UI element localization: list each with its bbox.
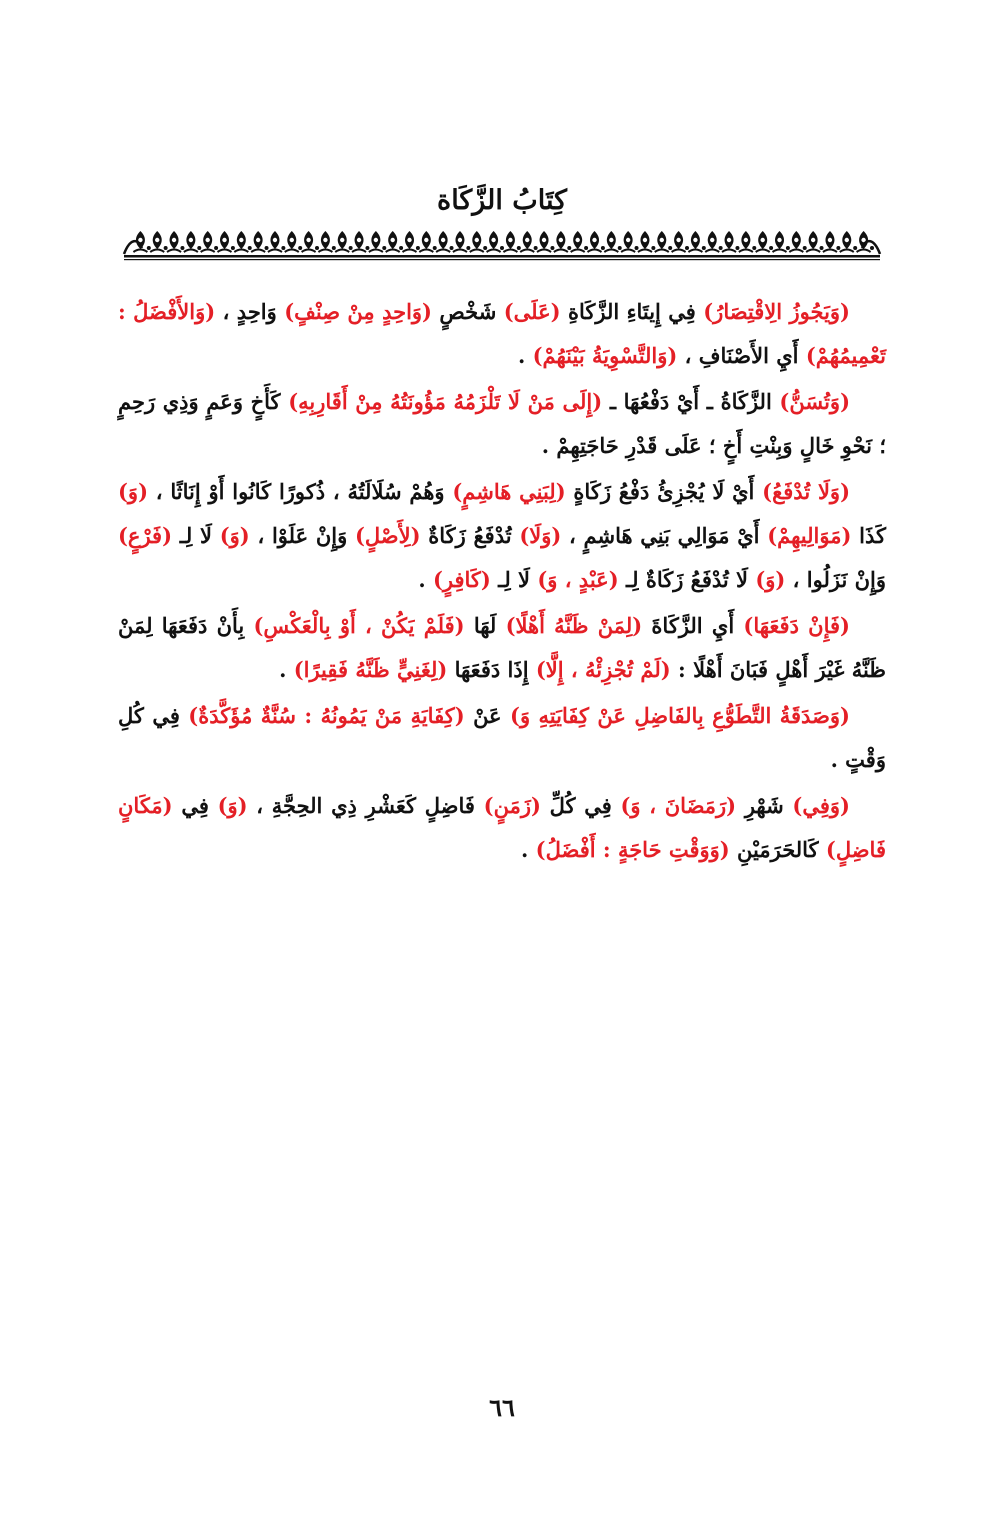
ornament-motif [234,231,251,252]
matn-text: (فَلَمْ يَكُنْ ، أَوْ بِالْعَكْسِ) [253,613,465,638]
ornament-motif [453,231,470,252]
ornament-motif [756,231,773,252]
sharh-text: لَا لِـ [172,523,220,548]
matn-text: (لِبَنِي هَاشِمٍ) [452,479,566,504]
ornament-motif [571,231,588,252]
matn-text: (كِفَايَةِ مَنْ يَمُونُهُ : سُنَّةٌ مُؤَكَّدَةٌ) [188,703,465,728]
matn-text: (لِأَصْلٍ) [354,523,421,548]
paragraph [118,380,886,468]
ornament-motif [688,231,705,252]
ornament-motif [201,231,218,252]
sharh-text: لَا لِـ [490,567,538,592]
ornament-motif [520,231,537,252]
matn-text: (لِغَنِيٍّ ظَنَّهُ فَقِيرًا) [293,657,448,682]
ornament-motif [386,231,403,252]
ornament-motif [218,231,235,252]
ornament-rule [124,259,880,260]
ornament-motif [318,231,335,252]
matn-text: (وَفِي) [792,793,850,818]
matn-text: (وَالأَفْضَلُ : تَعْمِيمُهُمْ) [118,299,886,368]
ornament-motif [403,231,420,252]
matn-text: (وَ) [118,479,149,504]
ornament-svg [120,228,884,262]
sharh-text: تُدْفَعُ زَكَاةٌ [420,523,520,548]
sharh-text: . [279,657,294,682]
sharh-text: . [418,567,433,592]
ornament-motif [722,231,739,252]
ornament-motif [554,231,571,252]
matn-text: (وَالتَّسْوِيَةُ بَيْنَهُمْ) [532,343,678,368]
matn-text: (فَرْعٍ) [118,523,173,548]
ornament-motif [419,231,436,252]
paragraph [118,470,886,602]
page-number: ٦٦ [489,1393,515,1422]
matn-text: (وَ) [217,793,248,818]
matn-text: (وَوَقْتِ حَاجَةٍ : أَفْضَلُ) [535,837,730,862]
sharh-text: فِي إِيتَاءِ الزَّكَاةِ [560,299,704,324]
sharh-text: بِأَنْ دَفَعَهَا لِمَنْ ظَنَّهُ غَيْرَ أَهْلٍ فَبَانَ أَهْلًا : [118,613,886,682]
sharh-text: . [517,343,533,368]
sharh-text: وَاحِدٍ ، [215,299,285,324]
chapter-title: كِتَابُ الزَّكَاة [437,185,567,216]
matn-text: (عَلَى) [503,299,561,324]
ornament-motif [470,231,487,252]
sharh-text: لَهَا [464,613,506,638]
sharh-text: وَإِنْ عَلَوْا ، [249,523,355,548]
matn-text: (إِلَى مَنْ لَا تَلْزَمُهُ مَؤُونَتُهُ مِنْ أَقَارِبِهِ) [288,389,603,414]
matn-text: (وَصَدَقَةُ التَّطَوُّعِ بِالفَاضِلِ عَنْ كِفَايَتِهِ وَ) [510,703,850,728]
ornament-motif [604,231,621,252]
sharh-text: كَالحَرَمَيْنِ [729,837,826,862]
sharh-text: أَيْ لَا يُجْزِئُ دَفْعُ زَكَاةٍ [565,479,763,504]
ornament-motif [739,231,756,252]
matn-text: (وَ) [219,523,250,548]
ornament-motif [436,231,453,252]
sharh-text: الزَّكَاةُ ـ أَيْ دَفْعُهَا ـ [602,389,780,414]
ornament-motif [773,231,790,252]
decorative-border-icon [120,228,884,262]
sharh-text: أَيْ مَوَالِي بَنِي هَاشِمٍ ، [561,523,768,548]
ornament-rule [124,255,880,258]
chapter-header [120,182,884,220]
matn-text: (كَافِرٍ) [432,567,491,592]
matn-text: (وَلَا) [519,523,562,548]
matn-text: (رَمَضَانَ ، وَ) [620,793,737,818]
matn-text: (عَبْدٍ ، وَ) [537,567,619,592]
ornament-motif [251,231,268,252]
ornament-motif [655,231,672,252]
page-footer [0,1393,1004,1422]
sharh-text: فِي كُلِ وَقْتٍ . [118,703,886,772]
ornament-motif [352,231,369,252]
ornament-motif [823,231,840,252]
ornament-motif [503,231,520,252]
ornament-motif [487,231,504,252]
sharh-text: شَخْصٍ [432,299,504,324]
sharh-text: إِذَا دَفَعَهَا [447,657,536,682]
paragraph [118,694,886,782]
sharh-text: أَيِ الزَّكَاةَ [642,613,744,638]
ornament-motif [806,231,823,252]
sharh-text: عَنْ [464,703,511,728]
ornament-motif [840,231,857,252]
matn-text: (زَمَنٍ) [483,793,541,818]
text-body [118,290,886,874]
matn-text: (وَاحِدٍ مِنْ صِنْفٍ) [284,299,432,324]
matn-text: (فَإِنْ دَفَعَهَا) [743,613,850,638]
matn-text: (لِمَنْ ظَنَّهُ أَهْلًا) [505,613,643,638]
sharh-text: فِي [172,793,218,818]
sharh-text: أَيِ الأَصْنَافِ ، [677,343,806,368]
ornament-motif [621,231,638,252]
sharh-text: فَاضِلٍ كَعَشْرِ ذِي الحِجَّةِ ، [247,793,484,818]
sharh-text: كَذَا [851,523,886,548]
sharh-text: شَهْرِ [736,793,793,818]
sharh-text: لَا تُدْفَعُ زَكَاةٌ لِـ [618,567,756,592]
paragraph [118,290,886,378]
ornament-motif [638,231,655,252]
ornament-motif [335,231,352,252]
ornament-motif [789,231,806,252]
sharh-text: فِي كُلِّ [540,793,621,818]
matn-text: (وَتُسَنُّ) [779,389,850,414]
ornament-motif [588,231,605,252]
matn-text: (لَمْ تُجْزِئْهُ ، إِلَّا) [535,657,671,682]
matn-text: (مَوَالِيهِمْ) [767,523,852,548]
ornament-motif [369,231,386,252]
ornament-motif [167,231,184,252]
matn-text: (وَلَا تُدْفَعُ) [762,479,850,504]
sharh-text: وَإِنْ نَزَلُوا ، [785,567,886,592]
ornament-motif [672,231,689,252]
ornament-motif [537,231,554,252]
sharh-text: . [521,837,536,862]
sharh-text: وَهُمْ سُلَالَتُهُ ، ذُكورًا كَانُوا أَوْ إِنَاثًا ، [148,479,453,504]
paragraph [118,604,886,692]
ornament-motif [285,231,302,252]
matn-text: (وَيَجُوزُ الِاقْتِصَارُ) [703,299,850,324]
ornament-motif [184,231,201,252]
ornament-motif [705,231,722,252]
ornament-motif [150,231,167,252]
sharh-text: كَأَخٍ وَعَمٍ وَذِي رَحِمٍ ؛ نَحْوِ خَالٍ وَبِنْتِ أَخٍ ؛ عَلَى قَدْرِ حَاجَتِهِمْ . [118,389,886,458]
ornament-motif [302,231,319,252]
matn-text: (وَ) [755,567,786,592]
paragraph [118,784,886,872]
ornament-motif [268,231,285,252]
matn-text: (مَكَانٍ فَاضِلٍ) [118,793,886,862]
